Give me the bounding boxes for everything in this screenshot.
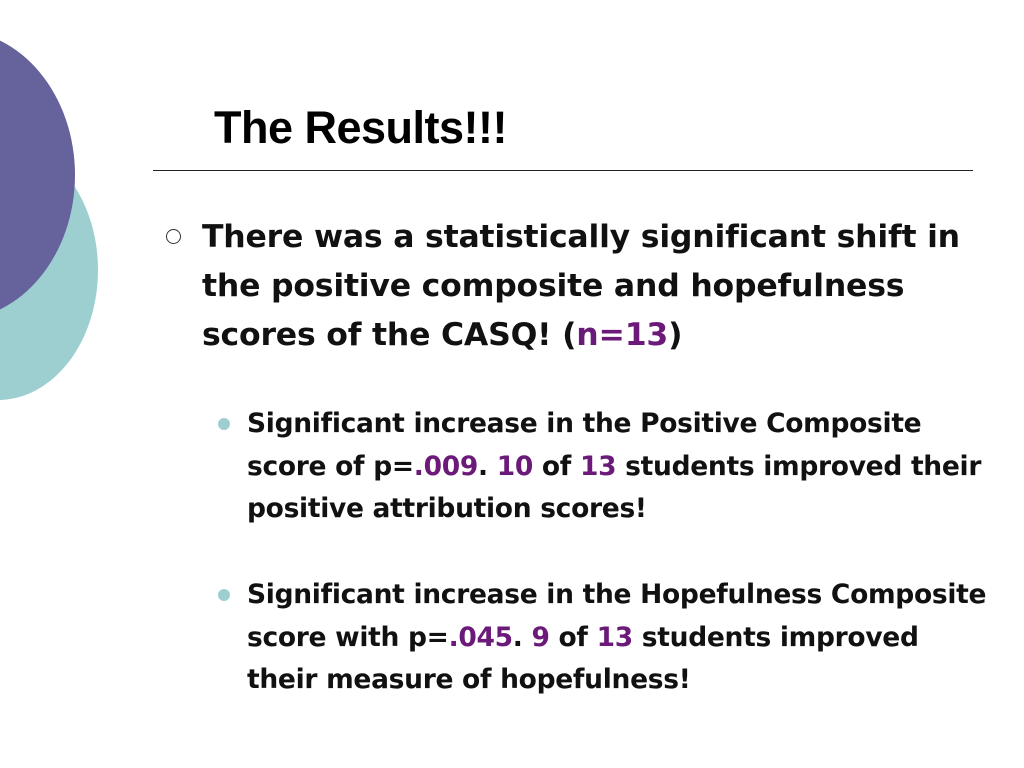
main-bullet-text-part: There was a statistically significant shift in the positive composite and hopefulness scores of the CASQ! ( (202, 219, 960, 353)
main-bullet-text-end: ) (668, 317, 683, 353)
sub-bullet-text: of (532, 450, 580, 482)
sub-bullet-positive (247, 403, 987, 531)
sub-bullet-text: of (549, 621, 597, 653)
sub-bullet-text: students improved their positive attribution scores! (247, 450, 982, 524)
improved-count-highlight: 9 (531, 621, 550, 653)
sub-bullet-text: Significant increase in the Positive Composite score of p= (247, 408, 922, 482)
sub-bullet-text: . (477, 450, 497, 482)
total-count-highlight: 13 (579, 450, 617, 482)
sample-size-highlight: n=13 (576, 317, 669, 353)
p-value-highlight: .009 (413, 450, 478, 482)
filled-circle-bullet-icon (218, 418, 230, 430)
slide-title: The Results!!! (214, 102, 508, 153)
sub-bullet-text: students improved their measure of hopefulness! (247, 621, 919, 695)
sub-bullet-text: . (512, 621, 532, 653)
total-count-highlight: 13 (596, 621, 633, 653)
improved-count-highlight: 10 (496, 450, 533, 482)
sub-bullet-text: Significant increase in the Hopefulness Composite score with p= (247, 579, 987, 653)
filled-circle-bullet-icon (218, 589, 230, 601)
main-bullet-text (202, 213, 982, 360)
p-value-highlight: .045 (448, 621, 513, 653)
sub-bullet-hopefulness (247, 574, 987, 702)
hollow-circle-bullet-icon (166, 229, 181, 244)
title-divider (153, 170, 973, 171)
